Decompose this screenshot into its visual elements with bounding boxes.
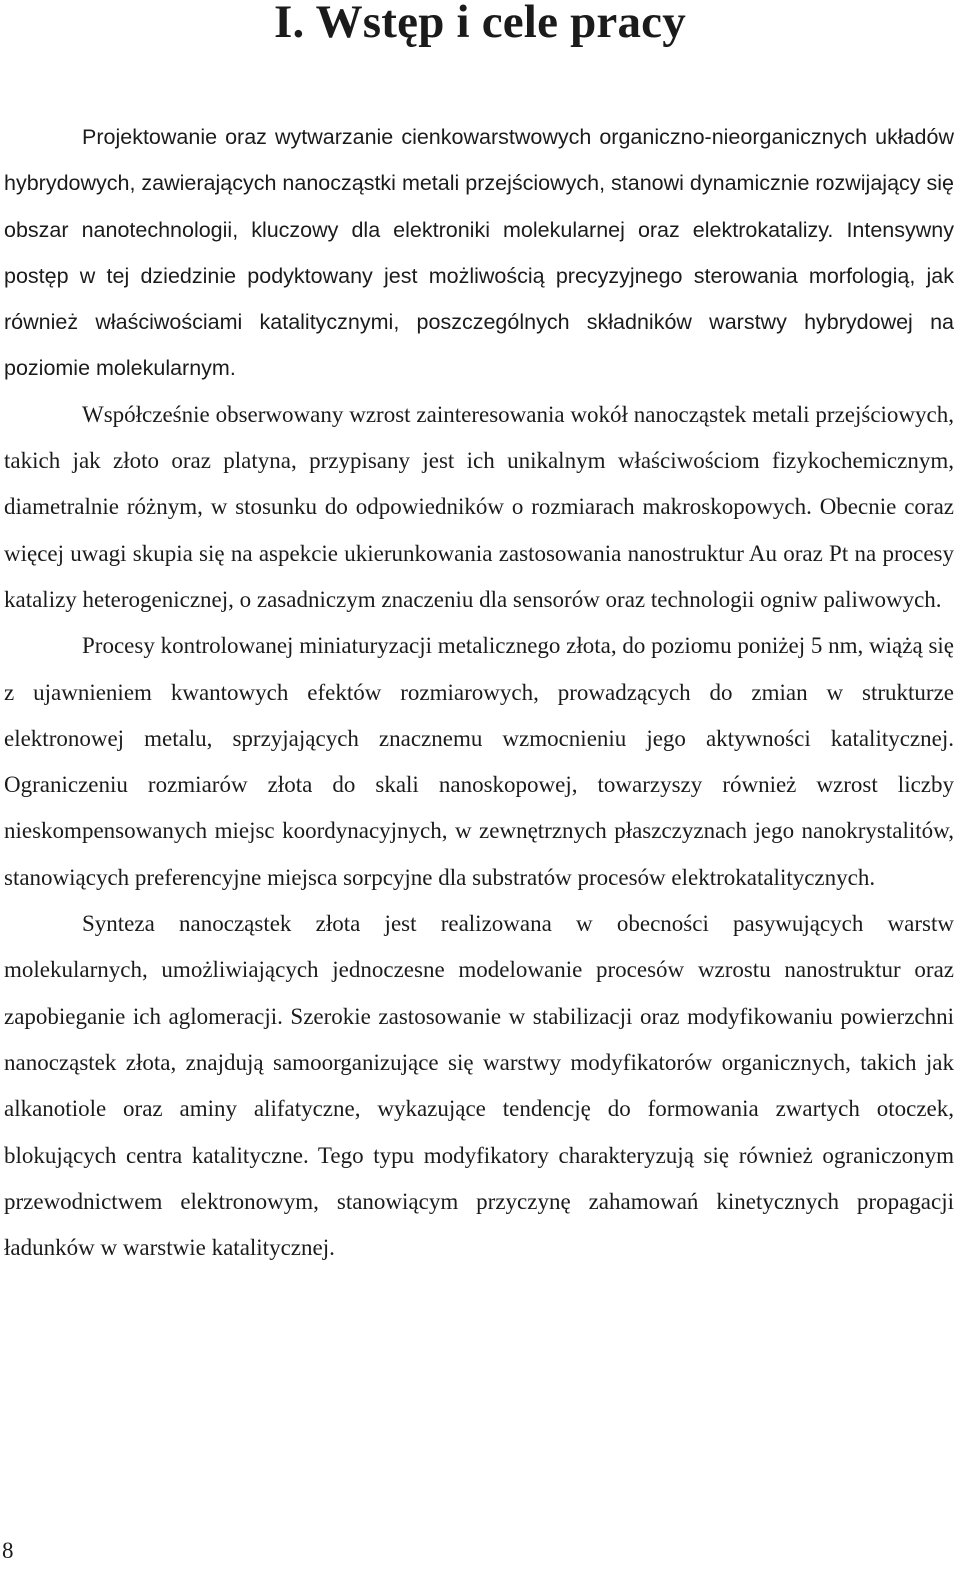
paragraph-1-part-1: Projektowanie oraz wytwarzanie cienkowarstwowych organiczno-nieorganicznych układów hybrydowych, zawierających nanocząstki metali przejściowych, stanowi dynamicznie rozwijający się obszar nanotechnologii, kluczowy dla elektroniki molekularnej oraz elektrokatalizy. (4, 125, 954, 242)
page-number: 8 (2, 1538, 14, 1563)
paragraph-1-part-2: Intensywny postęp w tej dziedzinie podyktowany jest możliwością precyzyjnego sterowania morfologią, jak również właściwościami katalitycznymi, poszczególnych składników warstwy hybrydowej na poziomie molekularnym. (4, 217, 954, 381)
body-text (4, 114, 954, 1271)
paragraph-4: Synteza nanocząstek złota jest realizowana w obecności pasywujących warstw molekularnych, umożliwiających jednoczesne modelowanie procesów wzrostu nanostruktur oraz zapobieganie ich aglomeracji. Szerokie zastosowanie w stabilizacji oraz modyfikowaniu powierzchni nanocząstek złota, znajdują samoorganizujące się warstwy modyfikatorów organicznych, takich jak alkanotiole oraz aminy alifatyczne, wykazujące tendencję do formowania zwartych otoczek, blokujących centra katalityczne. Tego typu modyfikatory charakteryzują się również ograniczonym przewodnictwem elektronowym, stanowiącym przyczynę zahamowań kinetycznych propagacji ładunków w warstwie katalitycznej. (4, 911, 954, 1261)
paragraph-3: Procesy kontrolowanej miniaturyzacji metalicznego złota, do poziomu poniżej 5 nm, wiążą się z ujawnieniem kwantowych efektów rozmiarowych, prowadzących do zmian w strukturze elektronowej metalu, sprzyjających znacznemu wzmocnieniu jego aktywności katalitycznej. Ograniczeniu rozmiarów złota do skali nanoskopowej, towarzyszy również wzrost liczby nieskompensowanych miejsc koordynacyjnych, w zewnętrznych płaszczyznach jego nanokrystalitów, stanowiących preferencyjne miejsca sorpcyjne dla substratów procesów elektrokatalitycznych. (4, 633, 954, 890)
paragraph-1 (4, 114, 954, 392)
page-title: I. Wstęp i cele pracy (274, 0, 686, 48)
paragraph-2: Współcześnie obserwowany wzrost zainteresowania wokół nanocząstek metali przejściowych, takich jak złoto oraz platyna, przypisany jest ich unikalnym właściwościom fizykochemicznym, diametralnie różnym, w stosunku do odpowiedników o rozmiarach makroskopowych. Obecnie coraz więcej uwagi skupia się na aspekcie ukierunkowania zastosowania nanostruktur Au oraz Pt na procesy katalizy heterogenicznej, o zasadniczym znaczeniu dla sensorów oraz technologii ogniw paliwowych. (4, 401, 954, 612)
